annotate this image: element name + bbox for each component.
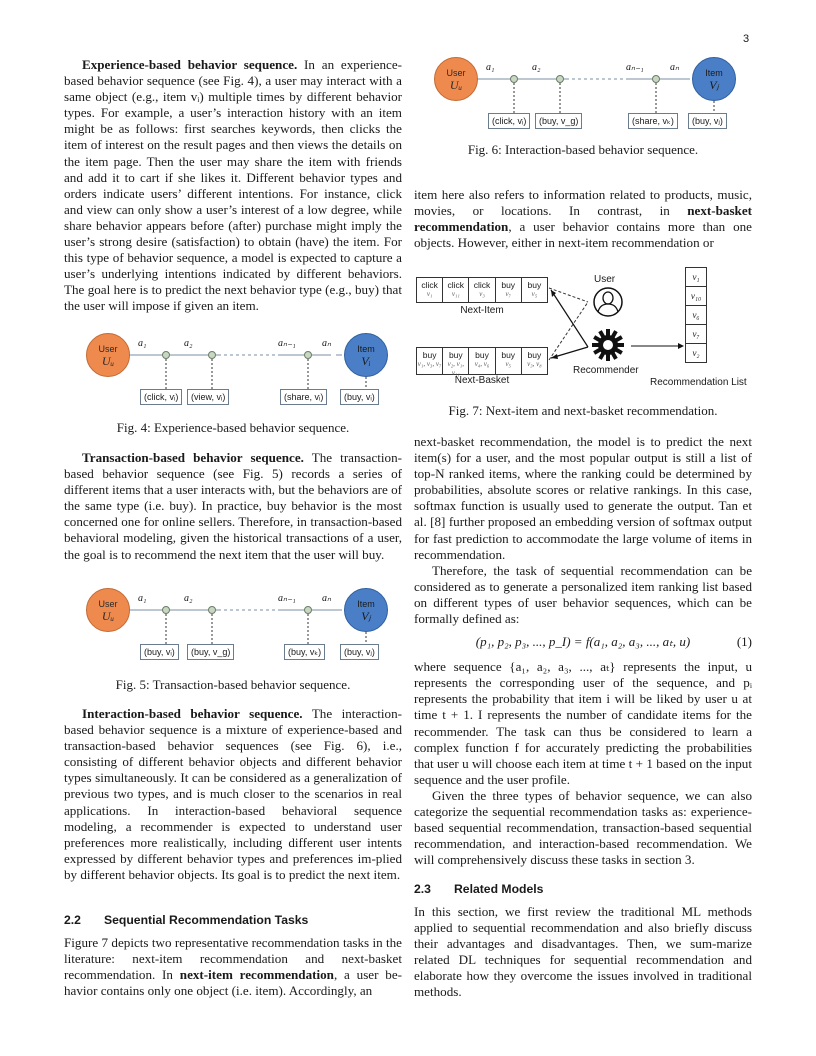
behavior-box: (buy, vₖ) [284,644,325,660]
action-label: aₙ₋₁ [626,62,644,73]
action-label: a₁ [486,62,495,73]
equation-explanation-paragraph: where sequence {a₁, a₂, a₃, ..., aₜ} represents the input, u represents the corresponding user of the sequence, and pᵢ represents the probability that item i will be liked by user u at time t + 1. I represents the number of candidate items for the recommender. The task can thus be considered to learn a complex function f for accurately predicting the probabilities that user u will choose each item at time t + 1 based on the input sequence and the user profile. [414,659,752,787]
section-2-3-paragraph: In this section, we first review the traditional ML methods applied to sequential recommendation and also briefly discuss their advantages and disadvantages. Then, we sum-marize related DL techniques for sequential recommendation and elaborate how they overcome the issues involved in traditional methods. [414,904,752,1000]
behavior-box: (click, vᵢ) [140,389,182,405]
figure-6-caption: Fig. 6: Interaction-based behavior sequence. [467,142,699,157]
behavior-box: (share, vₖ) [628,113,678,129]
action-label: aₙ [670,62,679,73]
behavior-box: (share, vᵢ) [280,389,327,405]
user-icon-label: User [594,274,616,285]
task-categories-paragraph: Given the three types of behavior sequence, we can also categorize the sequential recommendation tasks as: experience-based sequential recommendation, transaction-based sequential recommendation, and interaction-based recommendation. We will comprehensively discuss these tasks in section 3. [414,787,752,868]
user-node: User Uᵤ [434,57,478,101]
item-node: Item Vⱼ [692,57,736,101]
next-basket-sequence: buy v₁, v₃, v₇ buy v₂, v₁, v₁₁ buy v₄, v₆ buy v₅ buy v₃, v₈ [416,347,548,375]
user-node: User Uᵤ [86,588,130,632]
action-label: aₙ [322,338,331,349]
figure-7-caption: Fig. 7: Next-item and next-basket recommendation. [448,403,718,418]
behavior-box: (view, vᵢ) [187,389,229,405]
item-node: Item Vⱼ [344,588,388,632]
recommendation-list-label: Recommendation List [650,377,747,388]
figure-5 [86,588,396,663]
action-label: a₂ [184,338,193,349]
section-2-2-paragraph: Figure 7 depicts two representative recommendation tasks in the literature: next-item recommendation and next-basket recommendation. In next-item recommendation, a user be-havior contains only one object (i.e. item). Accordingly, an [64,935,402,999]
behavior-box: (buy, vᵢ) [140,644,179,660]
recommender-label: Recommender [573,365,639,376]
behavior-box: (buy, v_g) [187,644,234,660]
behavior-box: (buy, v_g) [535,113,582,129]
transaction-lead: Transaction-based behavior sequence. [82,450,304,465]
gear-icon [592,329,624,361]
action-label: a₂ [184,593,193,604]
figure-7 [416,265,756,395]
item-node: Item Vᵢ [344,333,388,377]
interaction-lead: Interaction-based behavior sequence. [82,706,303,721]
recommendation-list: v₁ v₁₀ v₆ v₇ v₂ [685,267,707,363]
next-basket-intro-paragraph: item here also refers to information related to products, music, movies, or locations. In contrast, in next-basket recommendation, a user behavior contains more than one objects. However, either in next-item recommendation or [414,187,752,251]
next-basket-label: Next-Basket [454,375,510,386]
action-label: a₂ [532,62,541,73]
next-item-label: Next-Item [460,305,504,316]
figure-4-caption: Fig. 4: Experience-based behavior sequence. [116,420,350,435]
action-label: a₁ [138,593,147,604]
equation-1: (p₁, p₂, p₃, ..., p_I) = f(a₁, a₂, a₃, ..., aₜ, u) (1) [475,634,752,650]
section-2-2-heading: 2.2 Sequential Recommendation Tasks [64,913,309,927]
behavior-box: (buy, vᵢ) [340,389,379,405]
task-definition-paragraph: Therefore, the task of sequential recommendation can be considered as to generate a personalized item ranking list based on different types of user behavior sequences, which can be formally defined as: [414,562,752,627]
action-label: aₙ₋₁ [278,593,296,604]
behavior-box: (buy, vⱼ) [688,113,727,129]
section-2-3-heading: 2.3 Related Models [414,882,544,896]
experience-paragraph: Experience-based behavior sequence. In an experience-based behavior sequence (see Fig. 4), a user may interact with a same object (e.g., item vᵢ) multiple times by different behavior types. For example, a user’s interaction history with an item might be as follows: first searches keywords, then clicks the item of interest on the result pages and then views the details on the item page. Then the user may share the item with friends and add it to cart if she likes it. Different behavior types and orders indicate users’ different intentions. For instance, click and view can only show a user’s interest of a low degree, while share behavior appears before (after) purchase might imply the user’s strong desire (satisfaction) to obtain (have) the item. For this type of behavior sequence, a model is expected to capture a user’s underlying intentions indicated by different behaviors. The goal here is to predict the next behavior type (e.g., buy) that the user will impose if given an item. [64,57,402,314]
output-paragraph: next-basket recommendation, the model is to predict the next item(s) for a user, and the most popular output is still a list of top-N ranked items, where the ranking could be determined by probabilities, absolute scores or relative rankings. In this case, softmax function is usually used to generate the output. Tan et al. [8] further proposed an embedding version of softmax output for fast prediction to accommodate the large volume of items in recommendation. [414,434,752,562]
next-item-sequence: click v₁ click v₁₁ click v₃ buy v₇ buy v₅ [416,277,548,303]
action-label: a₁ [138,338,147,349]
transaction-paragraph: Transaction-based behavior sequence. The transaction-based behavior sequence (see Fig. 5) records a series of different items that a user interacts with, but the behaviors are of the same type (i.e. buy). In practice, buy behavior is the most concerned one for online sellers. Therefore, in transaction-based behavioral modeling, given the historical transactions of a user, the goal is to recommend the next item that the user will buy. [64,450,402,562]
figure-5-caption: Fig. 5: Transaction-based behavior sequence. [115,677,351,692]
interaction-paragraph: Interaction-based behavior sequence. The interaction-based behavior sequence is a mixture of experience-based and transaction-based behavior sequences (see Fig. 6), i.e., consisting of different behavior objects and different behavior types simultaneously. It can be considered as a generalization of previous two types, and is much closer to the scenarios in real applications. In interaction-based behavioral sequence modeling, a recommender is expected to understand user preferences more realistically, including different user intents expressed by different behavior types and preferences im-plied by different behavior objects. Its goal is to predict the next item. [64,706,402,882]
user-node: User Uᵤ [86,333,130,377]
left-column [64,57,402,315]
experience-lead: Experience-based behavior sequence. [82,57,298,72]
action-label: aₙ₋₁ [278,338,296,349]
behavior-box: (click, vᵢ) [488,113,530,129]
figure-4 [86,333,396,408]
page-number: 3 [743,33,750,45]
behavior-box: (buy, vⱼ) [340,644,379,660]
action-label: aₙ [322,593,331,604]
figure-6 [434,57,744,132]
